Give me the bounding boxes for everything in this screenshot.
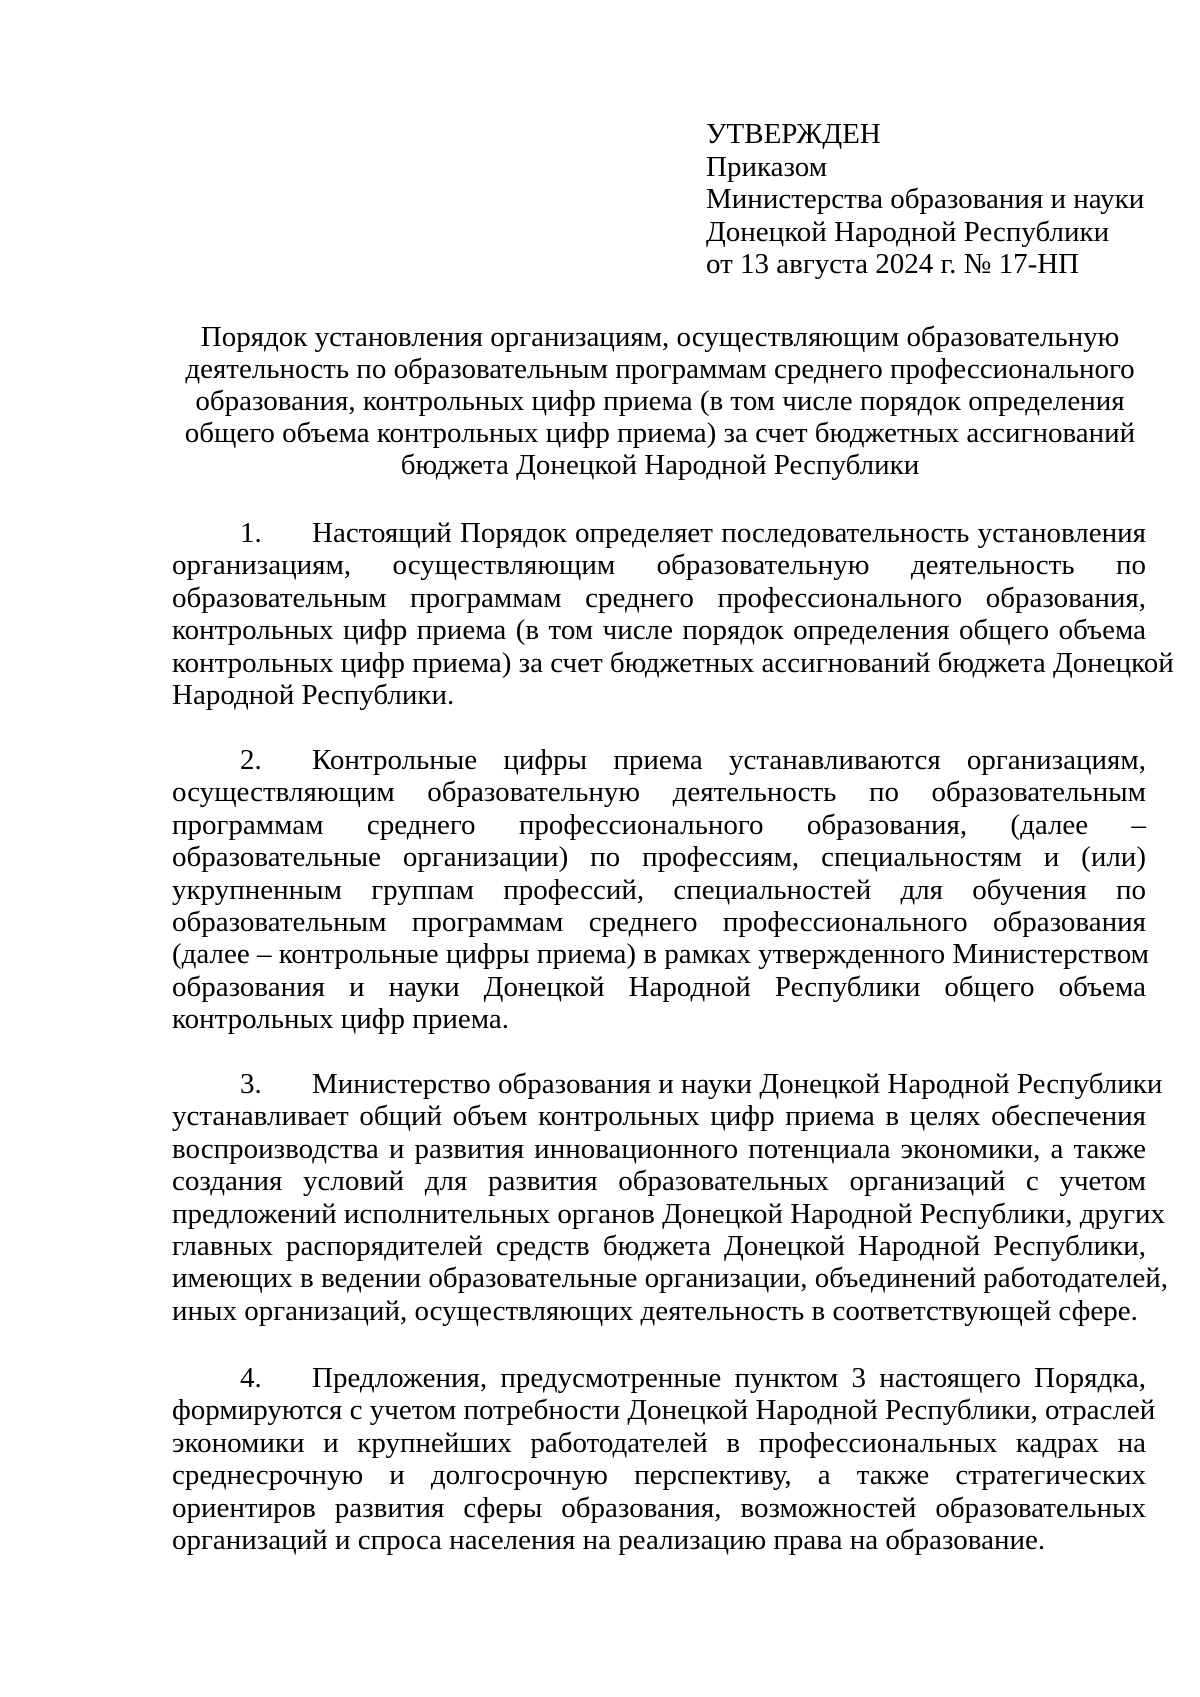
paragraph-line: контрольных цифр приема. — [172, 1003, 509, 1036]
paragraph-number: 2. — [240, 744, 262, 776]
paragraph-line: образования и науки Донецкой Народной Республики общего объема — [172, 970, 1146, 1003]
paragraph-line: контрольных цифр приема (в том числе порядок определения общего объема — [172, 614, 1146, 647]
paragraph-line: образовательным программам среднего профессионального образования — [172, 905, 1146, 938]
paragraph-line: 3. Министерство образования и науки Донецкой Народной Республики — [240, 1068, 1163, 1100]
paragraph-line: образовательным программам среднего профессионального образования, — [172, 581, 1146, 614]
paragraph-line: среднесрочную и долгосрочную перспективу, а также стратегических — [172, 1459, 1146, 1492]
paragraph-1 — [172, 517, 1174, 711]
paragraph-line: иных организаций, осуществляющих деятельность в соответствующей сфере. — [172, 1294, 1138, 1327]
paragraph-line: (далее – контрольные цифры приема) в рамках утвержденного Министерством — [172, 938, 1149, 971]
paragraph-line: контрольных цифр приема) за счет бюджетных ассигнований бюджета Донецкой — [172, 646, 1174, 679]
title-line: деятельность по образовательным программам среднего профессионального — [185, 353, 1135, 385]
paragraph-line: 1. Настоящий Порядок определяет последовательность установления — [240, 517, 1146, 549]
paragraph-line: образовательные организации) по профессиям, специальностям и (или) — [172, 841, 1146, 874]
title-line: образования, контрольных цифр приема (в том числе порядок определения — [195, 385, 1125, 417]
title-line: Порядок установления организациям, осуществляющим образовательную — [200, 321, 1120, 353]
paragraph-number: 4. — [240, 1362, 262, 1394]
approval-stamp-block — [706, 118, 1146, 281]
paragraph-line: организаций и спроса населения на реализацию права на образование. — [172, 1523, 1046, 1556]
approval-ministry: Министерства образования и науки — [706, 183, 1145, 215]
paragraph-number: 3. — [240, 1068, 262, 1100]
paragraph-line: предложений исполнительных органов Донецкой Народной Республики, других — [172, 1197, 1165, 1230]
paragraph-line: создания условий для развития образовательных организаций с учетом — [172, 1165, 1146, 1198]
paragraph-4 — [172, 1362, 1156, 1556]
document-title — [170, 321, 1150, 481]
paragraph-line: экономики и крупнейших работодателей в профессиональных кадрах на — [172, 1426, 1146, 1459]
paragraph-line: программам среднего профессионального образования, (далее – — [172, 808, 1146, 841]
title-line: общего объема контрольных цифр приема) за счет бюджетных ассигнований — [184, 417, 1136, 449]
approval-date-number: от 13 августа 2024 г. № 17-НП — [706, 248, 1080, 280]
title-line: бюджета Донецкой Народной Республики — [400, 449, 920, 481]
paragraph-line: устанавливает общий объем контрольных цифр приема в целях обеспечения — [172, 1100, 1146, 1133]
paragraph-2 — [172, 744, 1149, 1036]
paragraph-line: осуществляющим образовательную деятельность по образовательным — [172, 776, 1146, 809]
paragraph-line: Народной Республики. — [172, 678, 455, 711]
paragraph-line: укрупненным группам профессий, специальностей для обучения по — [172, 873, 1146, 906]
paragraph-line: 2. Контрольные цифры приема устанавливаются организациям, — [240, 744, 1146, 776]
paragraph-line: организациям, осуществляющим образовательную деятельность по — [172, 549, 1146, 582]
paragraph-line: 4. Предложения, предусмотренные пунктом 3 настоящего Порядка, — [240, 1362, 1146, 1394]
paragraph-line: ориентиров развития сферы образования, возможностей образовательных — [172, 1491, 1146, 1524]
paragraph-line: главных распорядителей средств бюджета Донецкой Народной Республики, — [172, 1229, 1146, 1262]
paragraph-line: воспроизводства и развития инновационного потенциала экономики, а также — [172, 1132, 1146, 1165]
paragraph-line: формируются с учетом потребности Донецкой Народной Республики, отраслей — [172, 1394, 1156, 1427]
paragraph-3 — [172, 1068, 1169, 1327]
approval-heading: УТВЕРЖДЕН — [706, 118, 881, 150]
paragraph-number: 1. — [240, 517, 262, 549]
paragraph-line: имеющих в ведении образовательные организации, объединений работодателей, — [172, 1262, 1169, 1295]
approval-republic: Донецкой Народной Республики — [706, 215, 1110, 248]
approval-order-label: Приказом — [706, 150, 828, 183]
